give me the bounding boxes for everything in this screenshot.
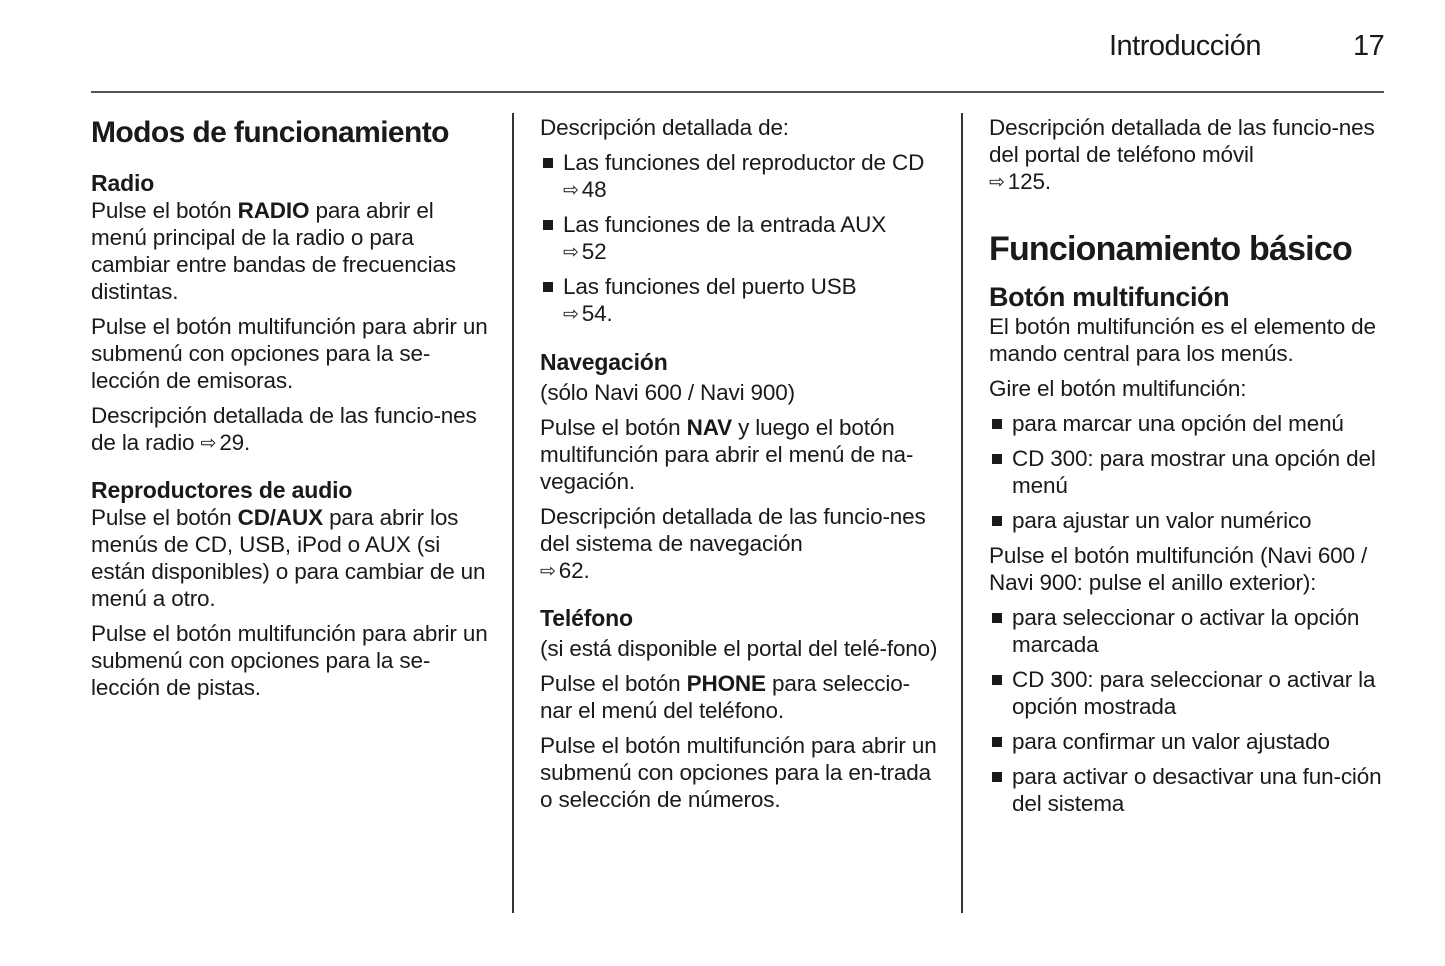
text: para activar o desactivar una fun-ción del sistema — [1012, 764, 1382, 816]
audio-paragraph-1 — [91, 504, 491, 612]
page-ref-arrow-icon: ⇨ — [200, 433, 217, 454]
text: Las funciones del reproductor de CD — [563, 150, 925, 175]
page-ref-arrow-icon: ⇨ — [989, 172, 1005, 193]
nav-paragraph-2 — [540, 503, 940, 584]
page-ref-link[interactable]: 52 — [581, 239, 607, 264]
key-radio: RADIO — [237, 198, 310, 223]
text: para seleccio-nar el menú del teléfono. — [540, 671, 910, 723]
radio-paragraph-2: Pulse el botón multifunción para abrir un submenú con opciones para la se-lección de emisoras. — [91, 314, 488, 393]
text: Descripción detallada de las funcio-nes del sistema de navegación — [540, 504, 926, 556]
subheading-telefono: Teléfono — [540, 605, 633, 631]
square-bullet-icon — [992, 675, 1002, 685]
column-2 — [540, 114, 940, 821]
phone-detail-paragraph — [989, 114, 1389, 195]
phone-paragraph-1 — [540, 670, 940, 724]
column-divider-1 — [512, 113, 514, 913]
list-item — [989, 728, 1389, 755]
column-3 — [989, 114, 1389, 825]
square-bullet-icon — [543, 282, 553, 292]
press-intro: Pulse el botón multifunción (Navi 600 / Navi 900: pulse el anillo exterior): — [989, 543, 1368, 595]
text: Las funciones de la entrada AUX — [563, 212, 887, 237]
press-list — [989, 604, 1389, 817]
turn-list — [989, 410, 1389, 534]
text: para abrir el menú principal de la radio o para cambiar entre bandas de frecuencias distintas. — [91, 198, 456, 304]
subheading-radio: Radio — [91, 170, 155, 196]
nav-paragraph-1 — [540, 414, 940, 495]
column-divider-2 — [961, 113, 963, 913]
detail-intro: Descripción detallada de: — [540, 115, 789, 140]
square-bullet-icon — [992, 613, 1002, 623]
turn-intro: Gire el botón multifunción: — [989, 376, 1247, 401]
nav-subtitle: (sólo Navi 600 / Navi 900) — [540, 380, 795, 405]
text: Descripción detallada de las funcio-nes del portal de teléfono móvil — [989, 115, 1375, 167]
list-item — [540, 211, 940, 265]
heading-funcionamiento-basico: Funcionamiento básico — [989, 230, 1352, 268]
text: Pulse el botón — [540, 415, 687, 440]
text: Descripción detallada de las funcio-nes de la radio — [91, 403, 477, 455]
list-item — [540, 149, 940, 203]
text: CD 300: para mostrar una opción del menú — [1012, 446, 1376, 498]
page-ref-arrow-icon: ⇨ — [540, 561, 556, 582]
header-rule — [91, 91, 1384, 93]
key-nav: NAV — [686, 415, 732, 440]
text: para confirmar un valor ajustado — [1012, 729, 1330, 754]
page-ref-link[interactable]: 62. — [558, 558, 590, 583]
page-ref-link[interactable]: 29. — [219, 430, 251, 455]
list-item — [989, 507, 1389, 534]
square-bullet-icon — [543, 158, 553, 168]
text: para abrir los menús de CD, USB, iPod o AUX (si están disponibles) o para cambiar de un menú a otro. — [91, 505, 486, 611]
key-cd-aux: CD/AUX — [237, 505, 323, 530]
page-ref-link[interactable]: 54. — [581, 301, 613, 326]
subheading-navegacion: Navegación — [540, 349, 668, 375]
list-item — [540, 273, 940, 327]
text: y luego el botón multifunción para abrir el menú de na-vegación. — [540, 415, 914, 494]
square-bullet-icon — [543, 220, 553, 230]
text: Pulse el botón — [91, 505, 238, 530]
list-item — [989, 410, 1389, 437]
column-1 — [91, 114, 491, 709]
text: Pulse el botón — [540, 671, 687, 696]
radio-paragraph-1 — [91, 197, 491, 305]
multifunction-intro: El botón multifunción es el elemento de mando central para los menús. — [989, 314, 1376, 366]
list-item — [989, 763, 1389, 817]
list-item — [989, 445, 1389, 499]
square-bullet-icon — [992, 516, 1002, 526]
text: para seleccionar o activar la opción marcada — [1012, 605, 1360, 657]
page-ref-arrow-icon: ⇨ — [563, 304, 579, 325]
square-bullet-icon — [992, 419, 1002, 429]
subheading-reproductores-de-audio: Reproductores de audio — [91, 477, 353, 503]
list-item — [989, 666, 1389, 720]
page-ref-arrow-icon: ⇨ — [563, 180, 579, 201]
audio-paragraph-2: Pulse el botón multifunción para abrir un submenú con opciones para la se-lección de pistas. — [91, 621, 488, 700]
subheading-boton-multifuncion: Botón multifunción — [989, 282, 1230, 312]
page-number: 17 — [1353, 30, 1385, 62]
phone-subtitle: (si está disponible el portal del telé-fono) — [540, 636, 938, 661]
text: para marcar una opción del menú — [1012, 411, 1344, 436]
square-bullet-icon — [992, 772, 1002, 782]
square-bullet-icon — [992, 454, 1002, 464]
text: Pulse el botón — [91, 198, 238, 223]
page-ref-arrow-icon: ⇨ — [563, 242, 579, 263]
square-bullet-icon — [992, 737, 1002, 747]
phone-paragraph-2: Pulse el botón multifunción para abrir un submenú con opciones para la en-trada o selección de números. — [540, 733, 937, 812]
text: CD 300: para seleccionar o activar la opción mostrada — [1012, 667, 1376, 719]
key-phone: PHONE — [686, 671, 766, 696]
list-item — [989, 604, 1389, 658]
section-title: Introducción — [1109, 30, 1261, 62]
page-ref-link[interactable]: 48 — [581, 177, 607, 202]
detail-list — [540, 149, 940, 327]
text: Las funciones del puerto USB — [563, 274, 857, 299]
text: para ajustar un valor numérico — [1012, 508, 1312, 533]
heading-modos-de-funcionamiento: Modos de funcionamiento — [91, 116, 449, 149]
radio-paragraph-3 — [91, 402, 491, 456]
page-ref-link[interactable]: 125. — [1007, 169, 1051, 194]
